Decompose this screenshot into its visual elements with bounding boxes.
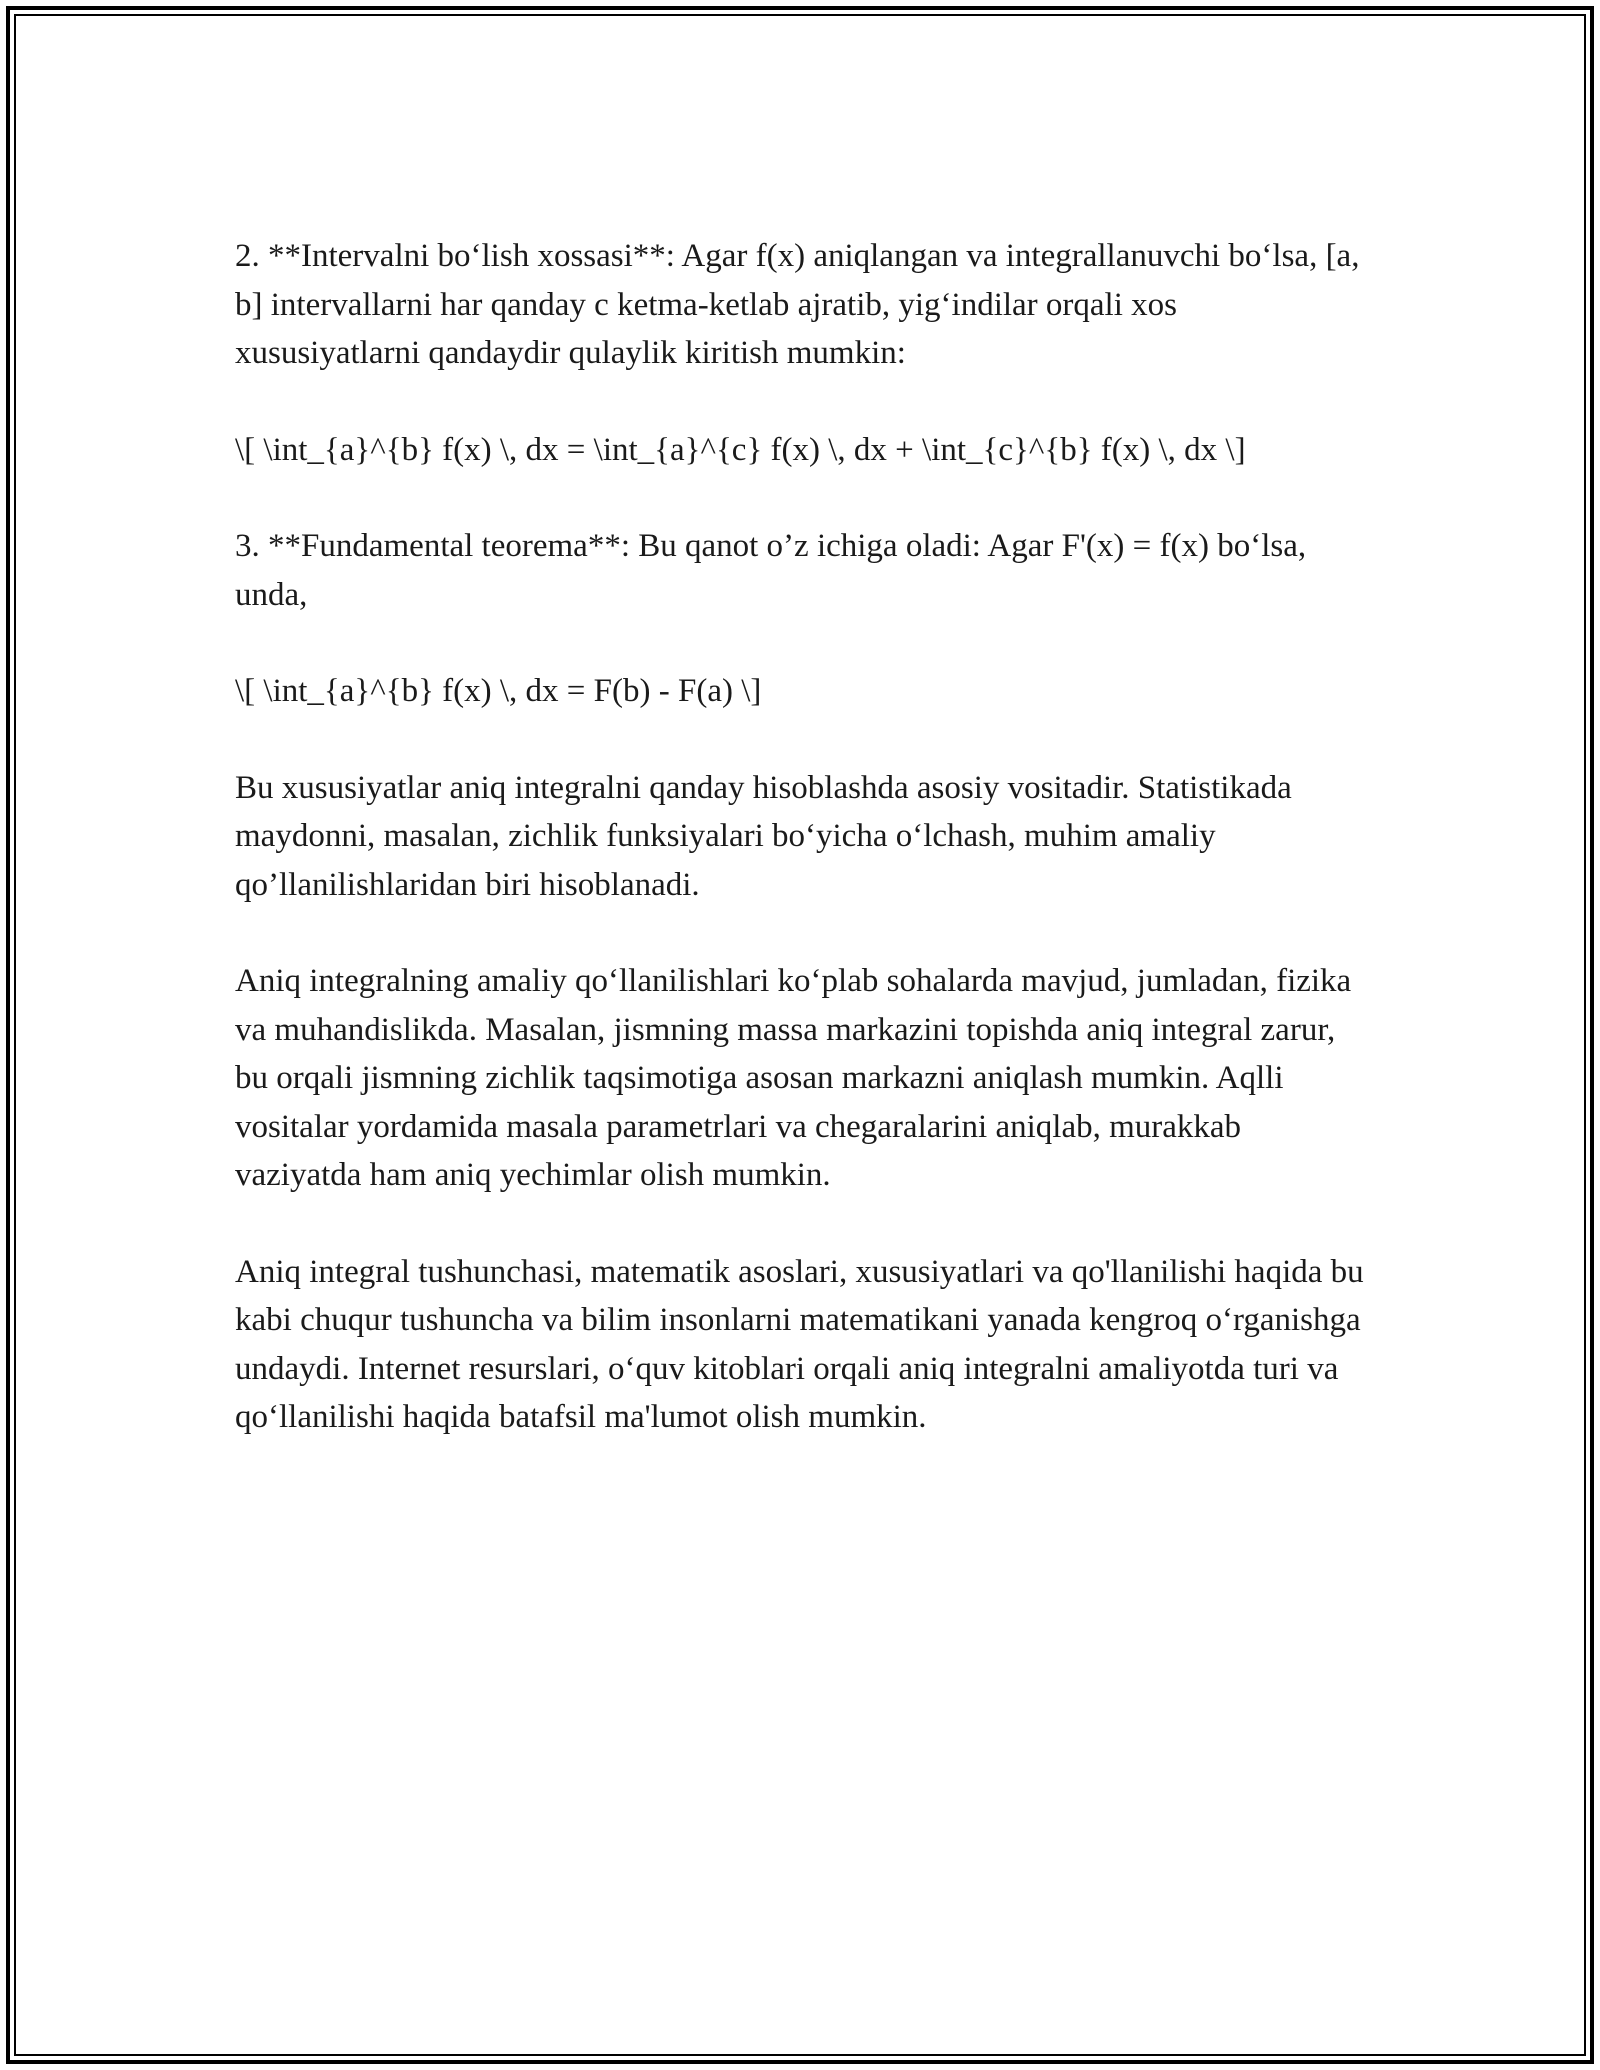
document-body — [235, 232, 1365, 1490]
paragraph-applications: Aniq integralning amaliy qo‘llanilishlari ko‘plab sohalarda mavjud, jumladan, fizika va muhandislikda. Masalan, jismning massa markazini topishda aniq integral zarur, bu orqali jismning zichlik taqsimotiga asosan markazni aniqlash mumkin. Aqlli vositalar yordamida masala parametrlari va chegaralarini aniqlab, murakkab vaziyatda ham aniq yechimlar olish mumkin. — [235, 963, 1352, 1193]
formula-interval-split: \[ \int_{a}^{b} f(x) \, dx = \int_{a}^{c} f(x) \, dx + \int_{c}^{b} f(x) \, dx \] — [235, 431, 1246, 468]
paragraph-properties-summary: Bu xususiyatlar aniq integralni qanday hisoblashda asosiy vositadir. Statistikada maydonni, masalan, zichlik funksiyalari bo‘yicha o‘lchash, muhim amaliy qo’llanilishlaridan biri hisoblanadi. — [235, 769, 1292, 903]
paragraph-conclusion: Aniq integral tushunchasi, matematik asoslari, xususiyatlari va qo'llanilishi haqida bu kabi chuqur tushuncha va bilim insonlarni matematikani yanada kengroq o‘rganishga undaydi. Internet resurslari, o‘quv kitoblari orqali aniq integralni amaliyotda turi va qo‘llanilishi haqida batafsil ma'lumot olish mumkin. — [235, 1253, 1364, 1435]
paragraph-fundamental-theorem: 3. **Fundamental teorema**: Bu qanot o’z ichiga oladi: Agar F'(x) = f(x) bo‘lsa, unda, — [235, 528, 1307, 613]
formula-fundamental-theorem: \[ \int_{a}^{b} f(x) \, dx = F(b) - F(a) \] — [235, 673, 762, 709]
paragraph-interval-property: 2. **Intervalni bo‘lish xossasi**: Agar f(x) aniqlangan va integrallanuvchi bo‘lsa, [a, b] intervallarni har qanday c ketma-ketlab ajratib, yig‘indilar orqali xos xususiyatlarni qandaydir qulaylik kiritish mumkin: — [235, 238, 1360, 371]
